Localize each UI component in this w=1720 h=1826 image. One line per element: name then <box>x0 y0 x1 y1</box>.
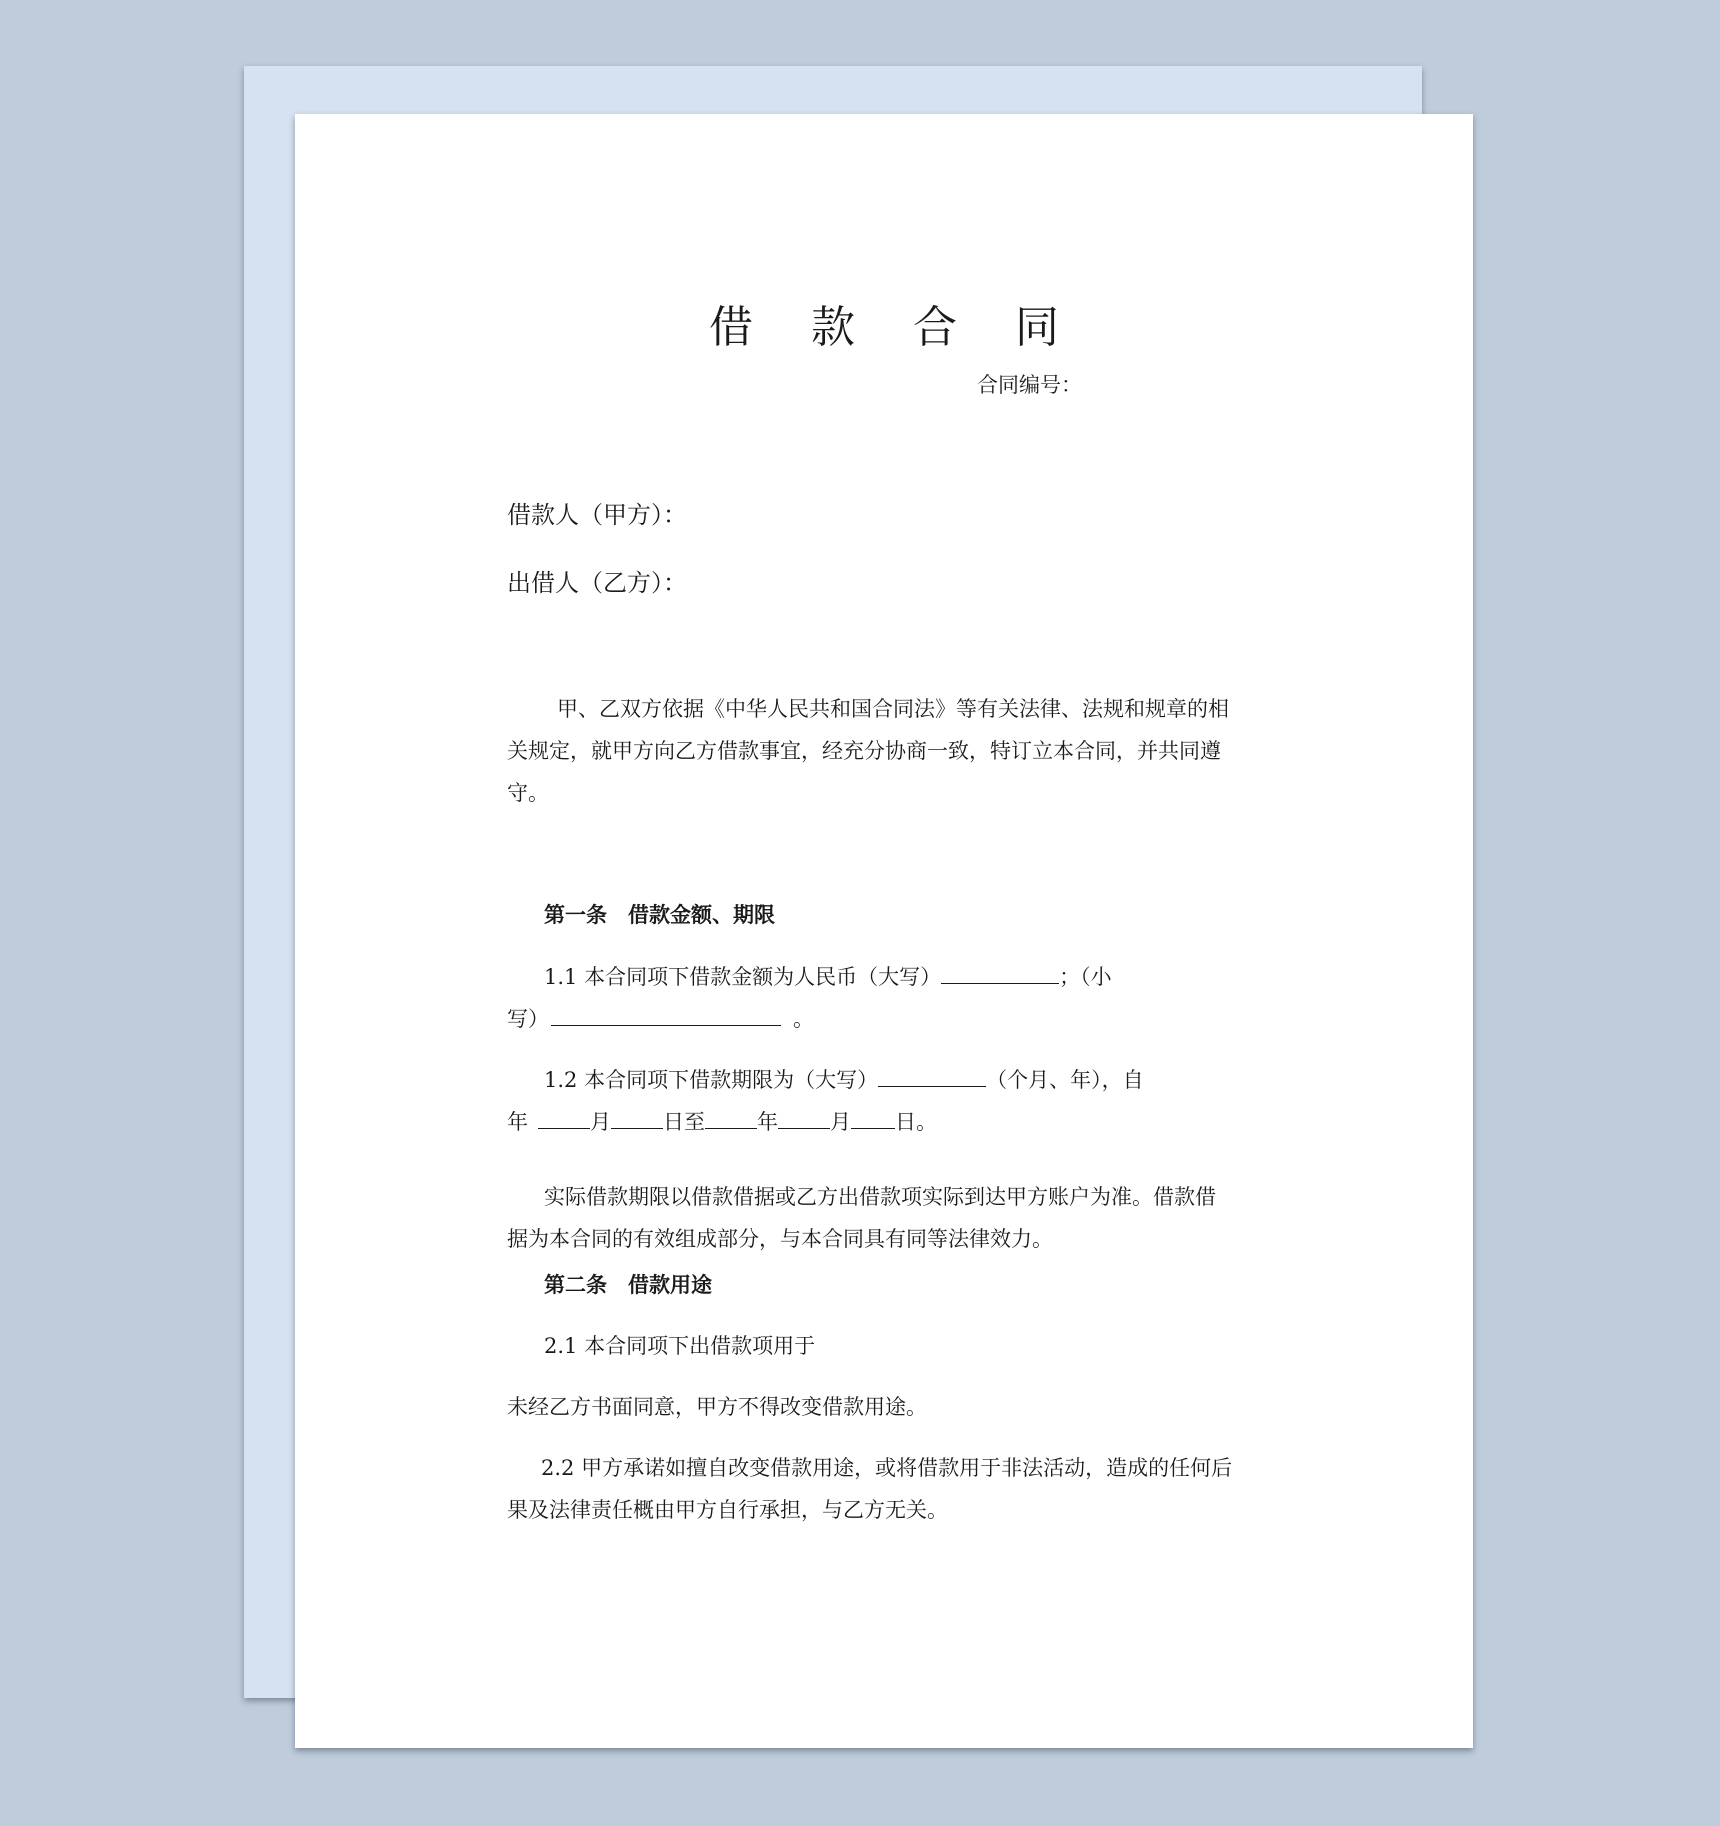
clause-1-2-line-2 <box>507 1106 937 1137</box>
end-year-blank[interactable] <box>705 1106 757 1129</box>
end-day-label: 日。 <box>895 1110 937 1134</box>
borrower-label: 借款人（甲方）： <box>507 501 687 529</box>
clause-1-1-line-2 <box>507 1003 814 1034</box>
end-month-label: 月 <box>830 1110 851 1134</box>
clause-2-2-line-2: 果及法律责任概由甲方自行承担，与乙方无关。 <box>507 1498 948 1522</box>
start-day-label: 日至 <box>663 1110 705 1134</box>
contract-page <box>295 114 1473 1748</box>
clause-1-1-line2-end: 。 <box>793 1007 814 1031</box>
clause-1-1-mid: ；（小 <box>1059 965 1112 989</box>
amount-uppercase-blank[interactable] <box>941 961 1059 984</box>
contract-number-label: 合同编号： <box>977 373 1082 397</box>
end-year-label: 年 <box>757 1110 778 1134</box>
actual-term-line-2: 据为本合同的有效组成部分，与本合同具有同等法律效力。 <box>507 1227 1053 1251</box>
preamble-line-2: 关规定，就甲方向乙方借款事宜，经充分协商一致，特订立本合同，并共同遵 <box>507 739 1221 763</box>
clause-1-1-line-1 <box>544 961 1112 992</box>
term-uppercase-blank[interactable] <box>878 1064 986 1087</box>
clause-2-2-line-1: 2.2 甲方承诺如擅自改变借款用途，或将借款用于非法活动，造成的任何后 <box>541 1456 1233 1480</box>
clause-2-1-note: 未经乙方书面同意，甲方不得改变借款用途。 <box>507 1395 927 1419</box>
clause-2-1: 2.1 本合同项下出借款项用于 <box>544 1334 816 1358</box>
clause-1-2-text: 1.2 本合同项下借款期限为（大写） <box>544 1068 879 1092</box>
clause-1-2-line-1 <box>544 1064 1144 1095</box>
start-month-blank[interactable] <box>611 1106 663 1129</box>
clause-1-2-mid: （个月、年），自 <box>986 1068 1144 1092</box>
start-year-label: 年 <box>507 1110 528 1134</box>
article-2-heading: 第二条 借款用途 <box>544 1272 712 1297</box>
preamble-line-3: 守。 <box>507 781 549 805</box>
clause-1-1-text: 1.1 本合同项下借款金额为人民币（大写） <box>544 965 942 989</box>
end-month-blank[interactable] <box>778 1106 830 1129</box>
clause-1-1-line2-prefix: 写） <box>507 1007 549 1031</box>
start-year-blank[interactable] <box>538 1106 590 1129</box>
end-day-blank[interactable] <box>851 1106 895 1129</box>
preamble-line-1: 甲、乙双方依据《中华人民共和国合同法》等有关法律、法规和规章的相 <box>557 697 1229 721</box>
article-1-heading: 第一条 借款金额、期限 <box>544 902 775 927</box>
lender-label: 出借人（乙方）： <box>507 569 687 597</box>
start-month-label: 月 <box>590 1110 611 1134</box>
actual-term-line-1: 实际借款期限以借款借据或乙方出借款项实际到达甲方账户为准。借款借 <box>544 1185 1216 1209</box>
document-title: 借 款 合 同 <box>709 302 1081 353</box>
amount-lowercase-blank[interactable] <box>551 1003 781 1026</box>
